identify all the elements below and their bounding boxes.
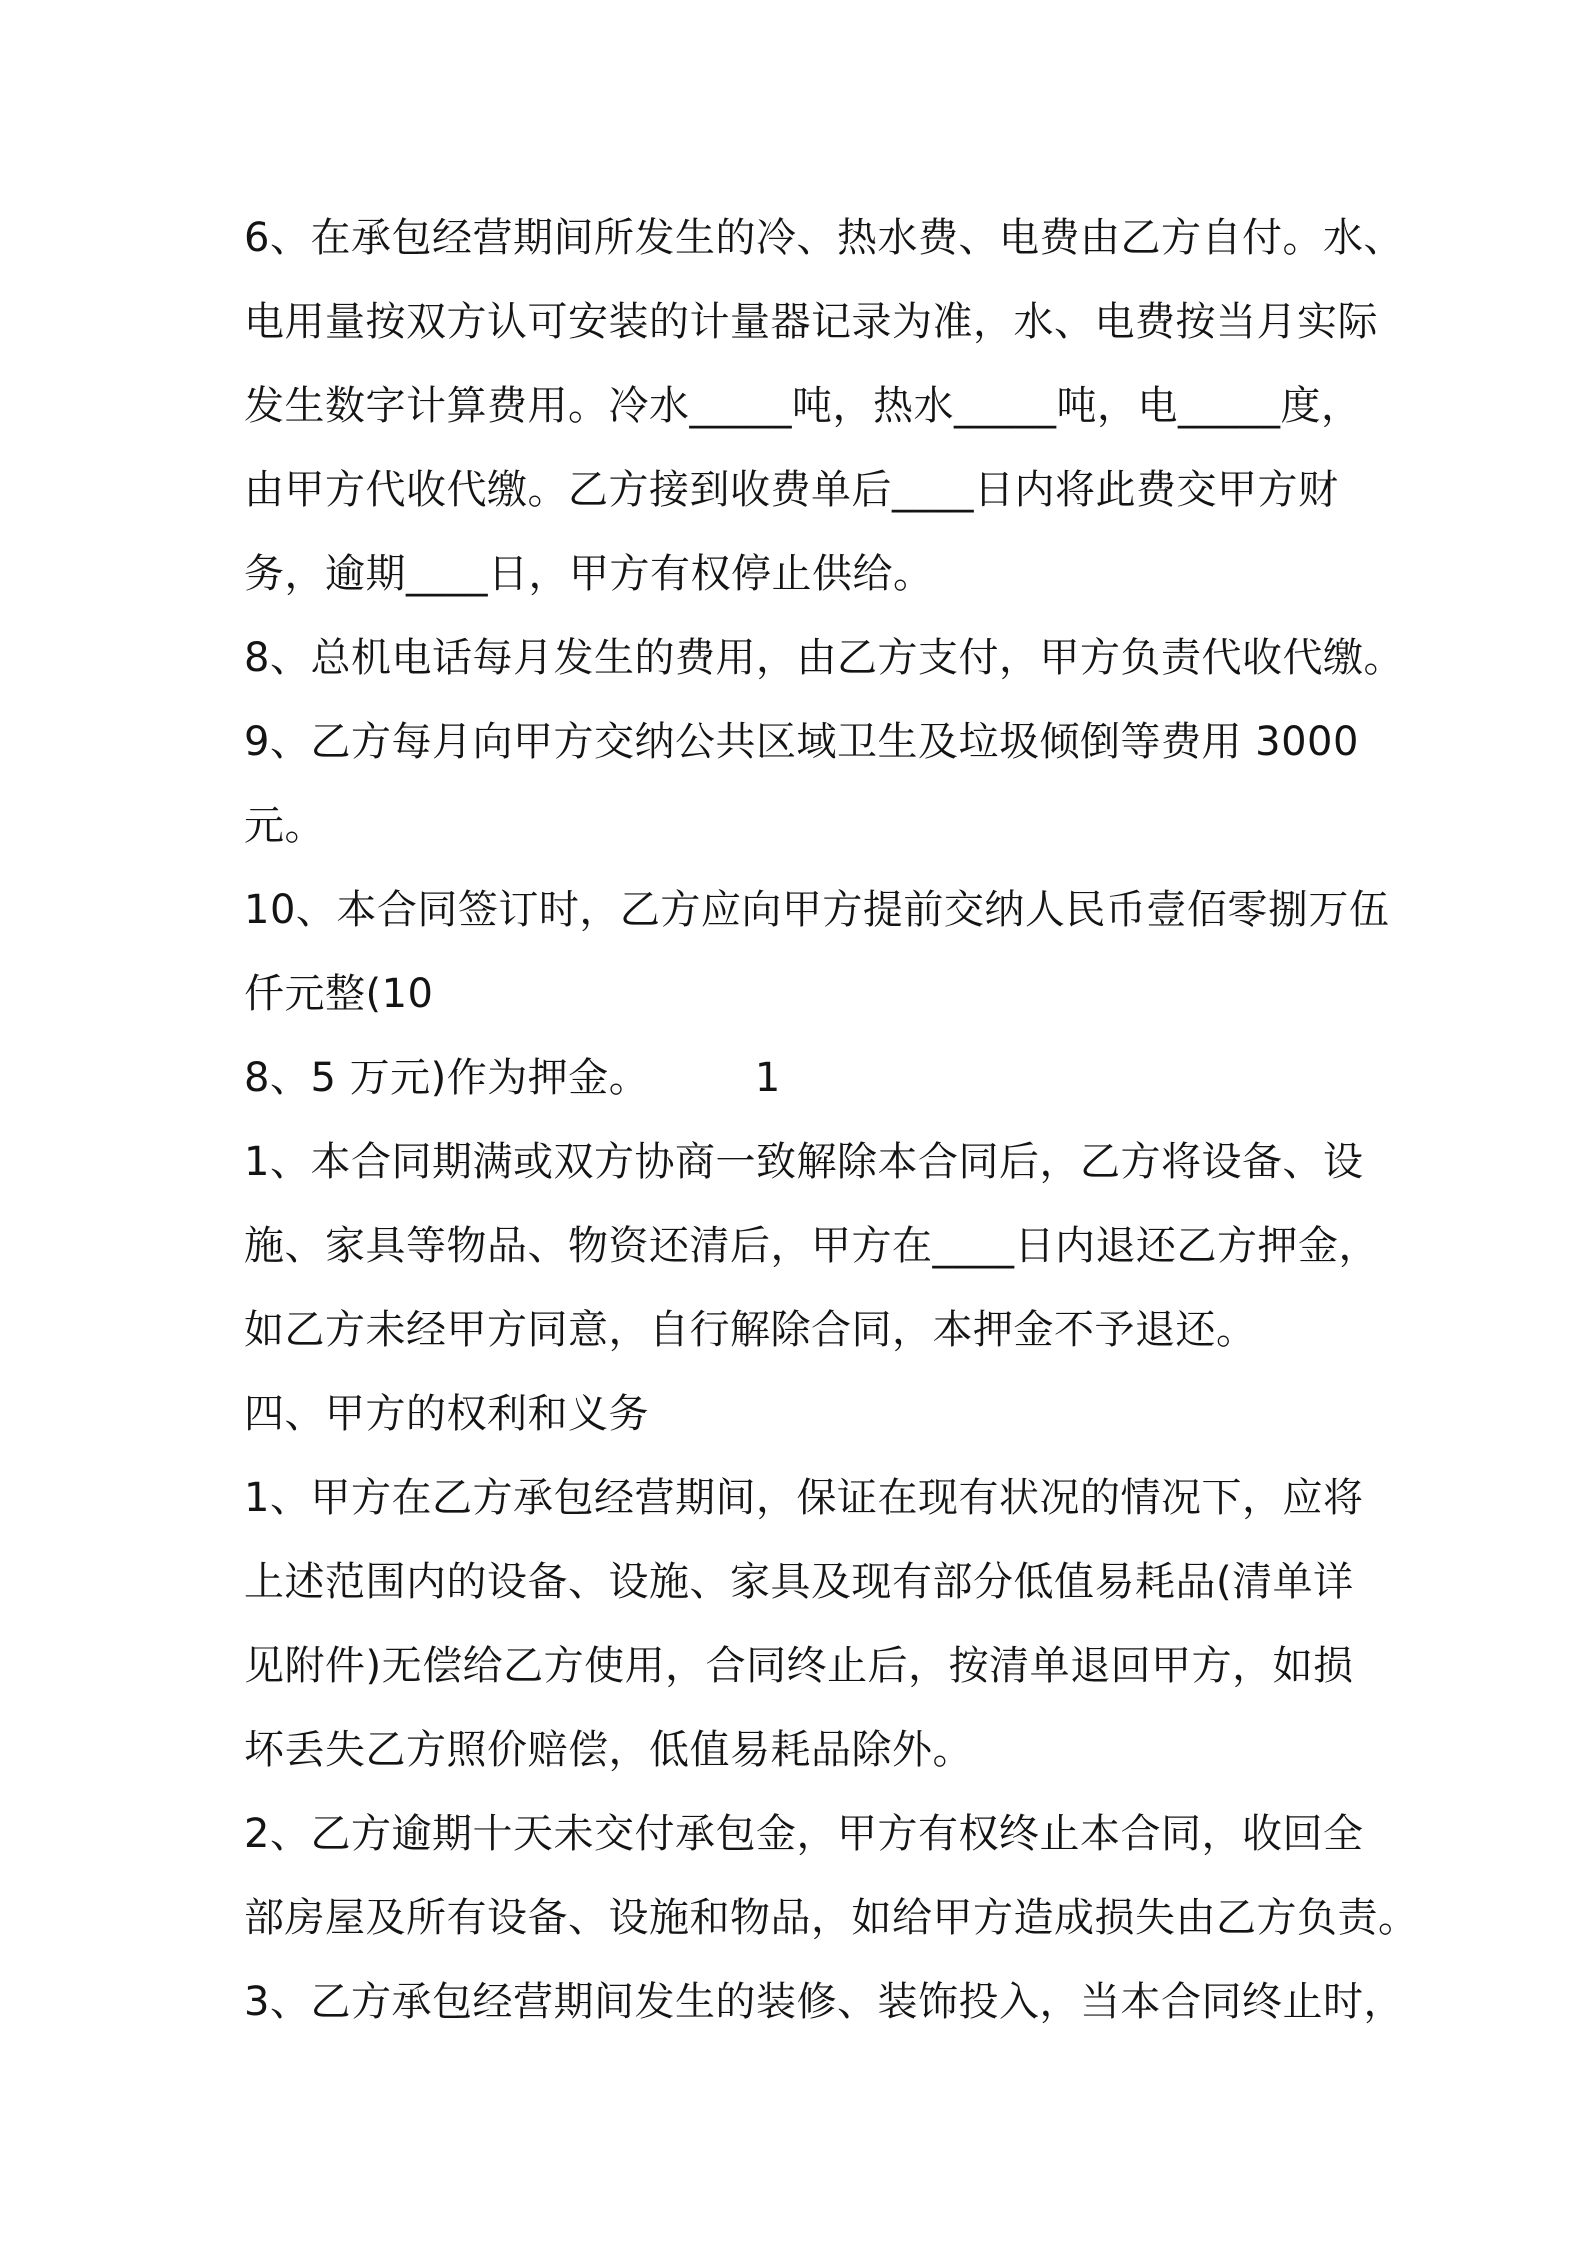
text-line: 2、乙方逾期十天未交付承包金，甲方有权终止本合同，收回全 (244, 1811, 1364, 1857)
text-line: 1、甲方在乙方承包经营期间，保证在现有状况的情况下，应将 (244, 1475, 1364, 1521)
text-line: 施、家具等物品、物资还清后，甲方在____日内退还乙方押金， (244, 1223, 1379, 1269)
text-line: 务，逾期____日，甲方有权停止供给。 (244, 551, 934, 597)
text-line: 6、在承包经营期间所发生的冷、热水费、电费由乙方自付。水、 (244, 215, 1404, 261)
text-line: 上述范围内的设备、设施、家具及现有部分低值易耗品(清单详 (244, 1559, 1354, 1605)
text-line: 8、总机电话每月发生的费用，由乙方支付，甲方负责代收代缴。 (244, 635, 1404, 681)
text-line: 见附件)无偿给乙方使用，合同终止后，按清单退回甲方，如损 (244, 1643, 1354, 1689)
text-line: 坏丢失乙方照价赔偿，低值易耗品除外。 (244, 1727, 973, 1773)
document-body (244, 196, 1419, 2044)
text-line: 由甲方代收代缴。乙方接到收费单后____日内将此费交甲方财 (244, 467, 1339, 513)
text-line: 1、本合同期满或双方协商一致解除本合同后，乙方将设备、设 (244, 1139, 1364, 1185)
text-line: 如乙方未经甲方同意，自行解除合同，本押金不予退还。 (244, 1307, 1257, 1353)
text-line: 9、乙方每月向甲方交纳公共区域卫生及垃圾倾倒等费用 3000 (244, 719, 1359, 765)
text-line: 元。 (244, 803, 325, 849)
text-line: 电用量按双方认可安装的计量器记录为准，水、电费按当月实际 (244, 299, 1378, 345)
text-line: 3、乙方承包经营期间发生的装修、装饰投入，当本合同终止时， (244, 1979, 1404, 2025)
text-line: 部房屋及所有设备、设施和物品，如给甲方造成损失由乙方负责。 (244, 1895, 1419, 1941)
text-line: 10、本合同签订时，乙方应向甲方提前交纳人民币壹佰零捌万伍 (244, 887, 1390, 933)
section-heading: 四、甲方的权利和义务 (244, 1391, 649, 1437)
text-line: 8、5 万元)作为押金。 1 (244, 1055, 781, 1101)
text-line: 发生数字计算费用。冷水_____吨，热水_____吨，电_____度， (244, 383, 1362, 429)
text-line: 仟元整(10 (244, 971, 434, 1017)
